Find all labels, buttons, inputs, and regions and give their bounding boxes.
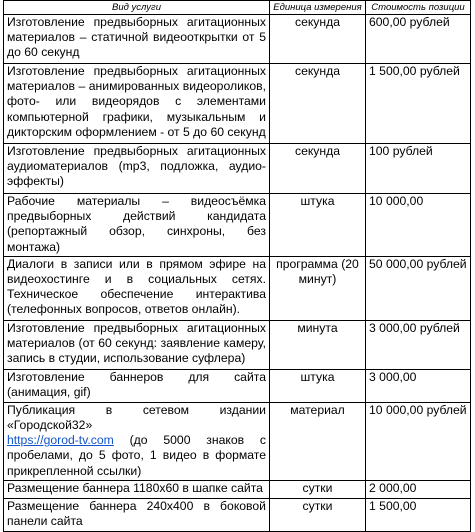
service-cell: Изготовление предвыборных агитационных материалов (от 60 секунд: заявление камеру, запись в студии, использование суфлера) xyxy=(4,320,270,369)
table-row xyxy=(4,498,471,531)
price-cell: 3 000,00 xyxy=(366,369,471,402)
table-row xyxy=(4,320,471,369)
price-table xyxy=(3,0,471,532)
service-text: (до 5000 знаков с пробелами, до 5 фото, 1 видео в формате прикрепленной ссылки) xyxy=(7,433,266,478)
unit-cell: штука xyxy=(270,369,366,402)
unit-cell: материал xyxy=(270,402,366,480)
table-row xyxy=(4,480,471,498)
price-cell: 10 000,00 рублей xyxy=(366,402,471,480)
service-cell: Изготовление баннеров для сайта (анимация, gif) xyxy=(4,369,270,402)
service-cell: Размещение баннера 1180х60 в шапке сайта xyxy=(4,480,270,498)
price-cell: 1 500,00 рублей xyxy=(366,64,471,144)
service-cell xyxy=(4,402,270,480)
unit-cell: программа (20 минут) xyxy=(270,256,366,320)
table-row xyxy=(4,369,471,402)
header-service: Вид услуги xyxy=(4,1,270,15)
service-text: Публикация в сетевом издании «Городской32» xyxy=(7,402,266,433)
price-cell: 100 рублей xyxy=(366,144,471,194)
service-cell: Изготовление предвыборных агитационных материалов – статичной видеооткрытки от 5 до 60 секунд xyxy=(4,15,270,64)
price-cell: 2 000,00 xyxy=(366,480,471,498)
table-row xyxy=(4,402,471,480)
price-cell: 1 500,00 xyxy=(366,498,471,531)
price-cell: 600,00 рублей xyxy=(366,15,471,64)
unit-cell: сутки xyxy=(270,498,366,531)
service-cell: Рабочие материалы – видеосъёмка предвыборных действий кандидата (репортажный обзор, синхроны, без монтажа) xyxy=(4,194,270,257)
header-price: Стоимость позиции xyxy=(366,1,471,15)
unit-cell: штука xyxy=(270,194,366,257)
unit-cell: секунда xyxy=(270,144,366,194)
service-cell: Диалоги в записи или в прямом эфире на видеохостинге и в социальных сетях. Техническое обеспечение интерактива (телефонных вопросов, ответов онлайн). xyxy=(4,256,270,320)
site-link[interactable]: https://gorod-tv.com xyxy=(7,433,114,448)
table-row xyxy=(4,194,471,257)
price-cell: 3 000,00 рублей xyxy=(366,320,471,369)
header-unit: Единица измерения xyxy=(270,1,366,15)
table-header-row xyxy=(4,1,471,15)
table-row xyxy=(4,256,471,320)
table-row xyxy=(4,15,471,64)
price-cell: 10 000,00 xyxy=(366,194,471,257)
service-cell: Изготовление предвыборных агитационных материалов – анимированных видеороликов, фото- или видеорядов с элементами компьютерной графики, музыкальным и дикторским оформлением - от 5 до 60 секунд xyxy=(4,64,270,144)
table-row xyxy=(4,144,471,194)
service-cell: Изготовление предвыборных агитационных аудиоматериалов (mp3, подложка, аудио-эффекты) xyxy=(4,144,270,194)
unit-cell: секунда xyxy=(270,15,366,64)
unit-cell: минута xyxy=(270,320,366,369)
price-cell: 50 000,00 рублей xyxy=(366,256,471,320)
unit-cell: сутки xyxy=(270,480,366,498)
unit-cell: секунда xyxy=(270,64,366,144)
service-cell: Размещение баннера 240х400 в боковой панели сайта xyxy=(4,498,270,531)
table-row xyxy=(4,64,471,144)
